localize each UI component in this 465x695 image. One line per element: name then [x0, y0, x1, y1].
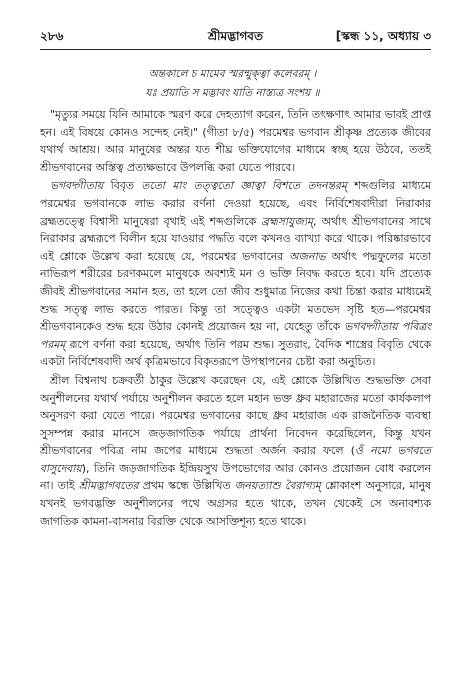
paragraph-3	[40, 372, 431, 530]
paragraph-3-text: শ্লোকাংশ অনুসারে, মানুষ যখনই ভগবদ্ভক্তি অনুশীলনের পথে অগ্রসর হতে থাকে, তখন থেকেই সে অনাবশ্যক জাগতিক কামনা-বাসনার বিরক্তি থেকে আসক্তিশূন্য হতে থাকে।	[40, 479, 431, 528]
verse-line-1: অন্তকালে চ মামেব স্মরন্মুক্ত্বা কলেবরম্ ।	[148, 68, 317, 80]
italic-term: ততো মাং তত্ত্বতো জ্ঞাত্বা বিশতে তদনন্তরম্	[141, 179, 347, 193]
purport-body	[40, 106, 431, 530]
italic-term: অজনাভ	[289, 249, 326, 263]
paragraph-2-text: শব্দগুলির মাধ্যমে পরমেশ্বর ভগবানকে লাভ করার বর্ণনা দেওয়া হয়েছে, এবং নির্বিশেষবাদীরা নিরাকার ব্রহ্মতত্ত্বে বিশ্বাসী মানুষেরা বৃথাই এই শব্দগুলিকে	[40, 179, 432, 228]
paragraph-2-text: বিবৃত	[103, 179, 142, 193]
paragraph-3-text: শ্রীল বিশ্বনাথ চক্রবর্তী ঠাকুর উল্লেখ করেছেন যে, এই শ্লোকে উল্লিখিত শুদ্ধভক্তি সেবা অনুশীলনের যথার্থ পর্যায়ে অনুশীলন করতে হলে মহান ভক্ত ধ্রুব মহারাজের মতো কার্যকলাপ অনুসরণ করা যেতে পারে। পরমেশ্বর ভগবানের কাছে ধ্রুব মহারাজ এক রাজনৈতিক ব্যবস্থা সুসম্পন্ন করার মানসে জড়জাগতিক পর্যায়ে প্রার্থনা নিবেদন করেছিলেন, কিন্তু যখন শ্রীভগবানের পবিত্র নাম জপের মাধ্যমে শুদ্ধতা অর্জন করার ফলে (	[40, 373, 431, 458]
verse-line-2: যঃ প্রয়াতি স মদ্ভাবং যাতি নাস্ত্যত্র সংশয় ॥	[145, 87, 320, 99]
paragraph-3-text: ), তিনি জড়জাগতিক ইন্দ্রিয়সুখ উপভোগের আর কোনও প্রয়োজন বোধ করলেন না। তাই	[40, 461, 431, 493]
paragraph-1-text: "মৃত্যুর সময়ে যিনি আমাকে স্মরণ করে দেহত্যাগ করেন, তিনি তৎক্ষণাৎ আমার ভাবই প্রাপ্ত হন। এই বিষয়ে কোনও সন্দেহ নেই।" (গীতা ৮/৫) পরমেশ্বর ভগবান শ্রীকৃষ্ণ প্রত্যেক জীবের যথার্থ আশ্রয়। আর মানুষের অন্তর যত শীঘ্র ভক্তিযোগের মাধ্যমে স্বচ্ছ হয়ে উঠবে, ততই শ্রীভগবানের অস্তিত্ব প্রত্যক্ষভাবে উপলব্ধি করা যেতে পারবে।	[40, 108, 431, 174]
italic-term: ওঁ নমো ভগবতে বাসুদেবায়	[40, 444, 431, 475]
page-header	[40, 28, 431, 48]
italic-term: শ্রীমদ্ভাগবতের	[78, 479, 139, 493]
paragraph-2-text: অর্থাৎ পদ্মফুলের মতো নাভিরূপ শরীরের চরণকমলে মানুষকে অবশ্যই মন ও ভক্তি নিবদ্ধ করতে হবে। যদি প্রত্যেক জীবই শ্রীভগবানের সমান হত, তা হলে তো জীব শুধুমাত্র নিজের কথা চিন্তা করার মাধ্যমেই শুদ্ধ সত্ত্ব লাভ করতে পারত। কিন্তু তা সত্ত্বেও একটা মতভেদ সৃষ্টি হত—পরমেশ্বর শ্রীভগবানকেও শুদ্ধ হয়ে উঠার কোনই প্রয়োজন হয় না, যেহেতু তাঁকে	[40, 249, 431, 334]
paragraph-1	[40, 106, 431, 176]
book-title: শ্রীমদ্ভাগবত	[207, 29, 263, 43]
italic-term: জনয়ত্যাশু বৈরাগ্যম্	[234, 479, 321, 493]
paragraph-2	[40, 177, 431, 371]
sanskrit-verse	[0, 65, 465, 103]
paragraph-3-text: প্রথম স্কন্ধে উল্লিখিত	[138, 479, 235, 493]
italic-term: ভগবদ্গীতায়	[50, 179, 104, 193]
chapter-reference: [স্কন্ধ ১১, অধ্যায় ৩	[335, 29, 431, 43]
paragraph-2-text: , অর্থাৎ শ্রীভগবানের সাথে নিরাকার ব্রহ্মরূপে বিলীন হয়ে যাওয়ার পদ্ধতি বলে কখনও ব্যাখ্যা করে থাকে। পরিষ্কারভাবে এই শ্লোকে উল্লেখ করা হয়েছে যে, পরমেশ্বর ভগবানের	[40, 214, 431, 263]
italic-term: ভগবদ্গীতায় পবিত্রং পরমম্	[40, 320, 431, 351]
page-number: ২৮৬	[40, 29, 64, 43]
paragraph-2-text: রূপে বর্ণনা করা হয়েছে, অর্থাৎ তিনি পরম শুদ্ধ। সুতরাং, বৈদিক শাস্ত্রের বিবৃতি থেকে একটা নির্বিশেষবাদী অর্থ কৃত্রিমভাবে বিকৃতরূপে উপস্থাপনের চেষ্টা করা অনুচিত।	[40, 337, 431, 369]
italic-term: ব্রহ্মসাযুজ্যম্	[261, 214, 314, 228]
header-divider	[40, 49, 431, 50]
